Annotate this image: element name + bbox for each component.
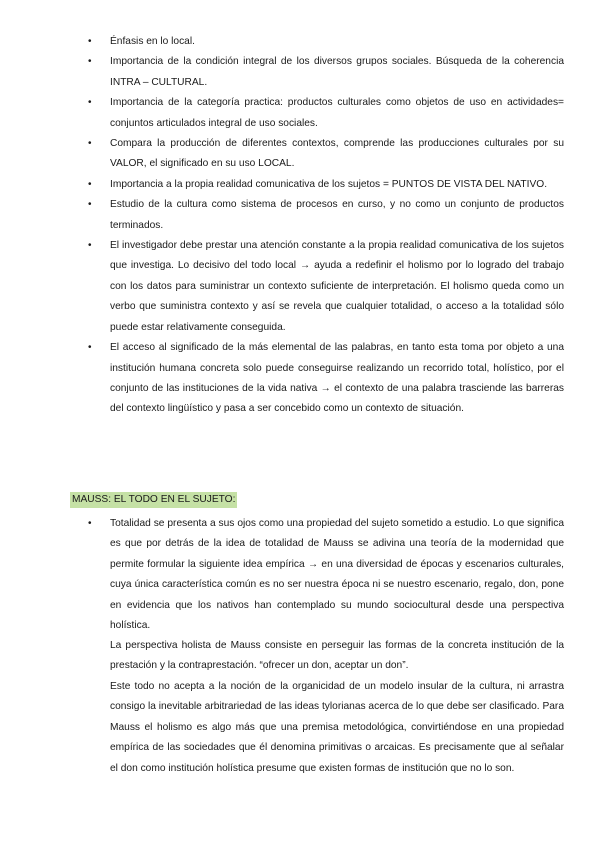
- paragraph-mauss-perspective: La perspectiva holista de Mauss consiste en perseguir las formas de la concreta institución de la prestación y la contraprestación. “ofrecer un don, aceptar un don”.: [110, 640, 564, 672]
- list-item: [88, 195, 564, 236]
- list-item: [88, 93, 564, 134]
- bullet-icon: •: [88, 199, 92, 211]
- list-item-text: El acceso al significado de la más elemental de las palabras, en tanto esta toma por objeto a una institución humana concreta solo puede conseguirse realizando un recorrido total, holístico, por el conjunto de las instituciones de la vida nativa → el contexto de una palabra trasciende las barreras del contexto lingüístico y pasa a ser concebido como un contexto de situación.: [110, 342, 564, 415]
- bullet-icon: •: [88, 342, 92, 354]
- list-item: [88, 338, 564, 420]
- list-item: [88, 52, 564, 93]
- bullet-icon: •: [88, 178, 92, 190]
- bullet-icon: •: [88, 56, 92, 68]
- list-item-text: Importancia de la condición integral de los diversos grupos sociales. Búsqueda de la coherencia INTRA – CULTURAL.: [110, 56, 564, 88]
- list-item: [88, 32, 564, 52]
- list-item: [88, 514, 564, 636]
- bullet-list-mauss: [88, 514, 564, 636]
- bullet-list-characteristics: [88, 32, 564, 420]
- bullet-icon: •: [88, 138, 92, 150]
- list-item-text: Importancia a la propia realidad comunicativa de los sujetos = PUNTOS DE VISTA DEL NATIVO.: [110, 178, 548, 190]
- bullet-icon: •: [88, 97, 92, 109]
- list-item: [88, 175, 564, 195]
- paragraph-mauss-holism: Este todo no acepta a la noción de la organicidad de un modelo insular de la cultura, ni arrastra consigo la inevitable arbitrariedad de las ideas tylorianas acerca de lo que debe ser clasificado. Para Mauss el holismo es algo más que una premisa metodológica, convirtiéndose en una propiedad empírica de las sociedades que él denomina primitivas o arcaicas. Es precisamente que al señalar el don como institución holística presume que existen formas de institución que no lo son.: [110, 681, 564, 774]
- list-item-text: Compara la producción de diferentes contextos, comprende las producciones culturales por su VALOR, el significado en su uso LOCAL.: [110, 138, 564, 170]
- list-item: [88, 134, 564, 175]
- bullet-icon: •: [88, 240, 92, 252]
- list-item-text: Estudio de la cultura como sistema de procesos en curso, y no como un conjunto de productos terminados.: [110, 199, 564, 231]
- list-item-text: Totalidad se presenta a sus ojos como una propiedad del sujeto sometido a estudio. Lo que significa es que por detrás de la idea de totalidad de Mauss se adivina una teoría de la modernidad que permite formular la siguiente idea empírica → en una diversidad de épocas y escenarios culturales, cuya única característica común es no ser nuestra época ni se nuestro escenario, regalo, don, pone en evidencia que los nativos han contemplado su mundo sociocultural desde una perspectiva holística.: [110, 518, 564, 632]
- list-item-text: Énfasis en lo local.: [110, 36, 195, 47]
- bullet-icon: •: [88, 518, 92, 529]
- list-item: [88, 236, 564, 338]
- section-heading-mauss: MAUSS: EL TODO EN EL SUJETO:: [70, 492, 237, 508]
- bullet-icon: •: [88, 36, 92, 47]
- list-item-text: Importancia de la categoría practica: productos culturales como objetos de uso en actividades= conjuntos articulados integral de uso sociales.: [110, 97, 564, 129]
- list-item-text: El investigador debe prestar una atención constante a la propia realidad comunicativa de los sujetos que investiga. Lo decisivo del todo local → ayuda a redefinir el holismo por lo logrado del trabajo con los datos para suministrar un contexto suficiente de interpretación. El holismo queda como un verbo que suministra contexto y así se revela que cualquier totalidad, o acceso a la totalidad sólo puede estar relativamente conseguida.: [110, 240, 564, 333]
